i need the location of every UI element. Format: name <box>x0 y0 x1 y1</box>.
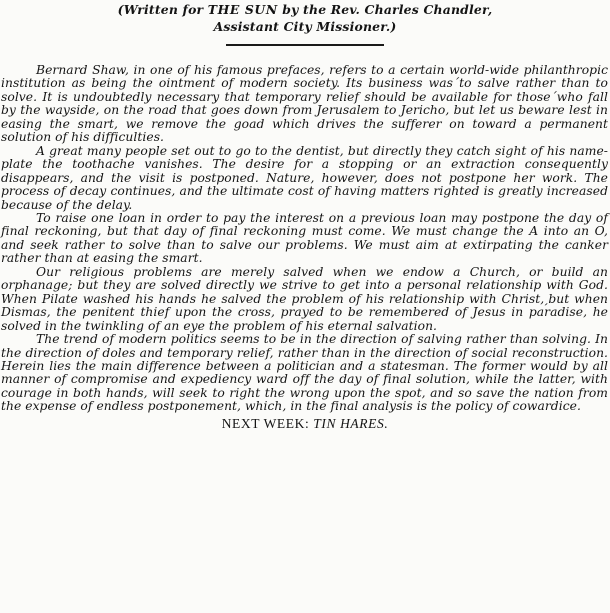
article-paragraph: Our religious problems are merely salved when we endow a Church, or build an orphanage; but they are solved directly we strive to get into a personal relationship with God. When Pilate washed his hands he salved the problem of his relationship with Christ,ˏbut when Dismas, the penitent thief upon the cross, prayed to be remembered of Jesus in paradise, he solved in the twinkling of an eye the problem of his eternal salvation. <box>1 264 608 333</box>
article-body <box>1 64 608 414</box>
byline <box>0 0 610 35</box>
article-paragraph: To raise one loan in order to pay the interest on a previous loan may postpone the day of final reckoning, but that day of final reckoning must come. We must change the A into an O, and seek rather to solve than to salve our problems. We must aim at extirpating the canker rather than at easing the smart. <box>1 210 608 266</box>
byline-author: by the Rev. Charles Chandler, <box>277 2 493 17</box>
next-week-title: TIN HARES. <box>313 415 389 431</box>
separator-rule <box>226 44 384 46</box>
next-week-teaser <box>0 416 610 431</box>
next-week-label: NEXT WEEK: <box>221 415 314 431</box>
article-paragraph: The trend of modern politics seems to be in the direction of salving rather than solving. In the direction of doles and temporary relief, rather than in the direction of social reconstruction. Herein lies the main difference between a politician and a statesman. The former would by all manner of compromise and expediency ward off the day of final solution, while the latter, with courage in both hands, will seek to right the wrong upon the spot, and so save the nation from the expense of endless postponement, which, in the final analysis is the policy of cowardice. <box>1 332 608 414</box>
byline-author-title: Assistant City Missioner.) <box>213 19 397 34</box>
byline-prefix: (Written for <box>117 2 208 17</box>
article-paragraph: A great many people set out to go to the dentist, but directly they catch sight of his name-plate the toothache vanishes. The desire for a stopping or an extraction consequently disappears, and the visit is postponed. Nature, however, does not postpone her work. The process of decay continues, and the ultimate cost of having matters righted is greatly increased because of the delay. <box>1 143 608 212</box>
byline-newspaper-name: THE SUN <box>207 2 278 17</box>
article-paragraph: Bernard Shaw, in one of his famous prefaces, refers to a certain world-wide philanthropic institution as being the ointment of modern society. Its business was´to salve rather than to solve. It is undoubtedly necessary that temporary relief should be available for those´who fall by the wayside, on the road that goes down from Jerusalem to Jericho, but let us beware lest in easing the smart, we remove the goad which drives the sufferer on toward a permanent solution of his difficulties. <box>1 63 608 145</box>
